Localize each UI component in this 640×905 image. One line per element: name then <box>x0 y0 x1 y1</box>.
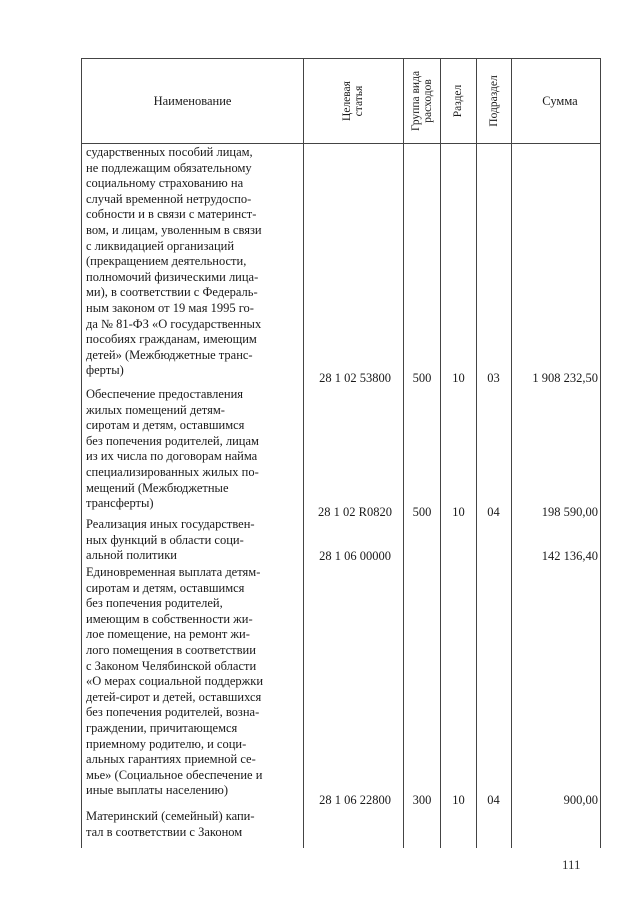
row-2-name-line: из их числа по договорам найма <box>86 449 258 464</box>
row-2-section: 10 <box>452 505 465 519</box>
row-2-article: 28 1 02 R0820 <box>318 505 392 519</box>
row-2-name-line: сиротам и детям, оставшимся <box>86 418 245 433</box>
header-group-line1: Группа вида <box>409 70 422 132</box>
column-divider <box>303 59 304 848</box>
header-sum: Сумма <box>542 93 578 108</box>
budget-table <box>81 58 601 848</box>
header-subsection-label: Подраздел <box>487 75 500 127</box>
row-1-name-line: детей» (Межбюджетные транс- <box>86 347 253 362</box>
row-1-section: 10 <box>452 371 465 385</box>
row-5-name-line: тал в соответствии с Законом <box>86 824 243 839</box>
header-target-article <box>303 59 403 143</box>
row-4-name-line: без попечения родителей, возна- <box>86 705 260 720</box>
row-1-name-line: пособиях гражданам, имеющим <box>86 332 257 347</box>
column-divider <box>476 59 477 848</box>
row-4-name-line: без попечения родителей, <box>86 596 223 611</box>
header-group-line2: расходов <box>421 79 434 123</box>
row-1-name-line: ми), в соответствии с Федераль- <box>86 285 258 300</box>
row-5-name-line: Материнский (семейный) капи- <box>86 809 255 823</box>
row-4-name-line: граждении, причитающемся <box>86 720 238 735</box>
row-1-name-line: случай временной нетрудоспо- <box>86 191 252 206</box>
row-3-name <box>86 517 298 564</box>
row-4-article: 28 1 06 22800 <box>319 793 391 807</box>
header-article-line1: Целевая <box>341 81 353 121</box>
row-4-name-line: с Законом Челябинской области <box>86 658 257 673</box>
row-4-group: 300 <box>412 793 432 807</box>
row-3-name-line: ных функций в области соци- <box>86 532 244 547</box>
header-divider <box>82 143 600 144</box>
page-number: 111 <box>562 857 581 872</box>
row-1-name-line: ферты) <box>86 363 124 378</box>
header-name: Наименование <box>153 93 232 108</box>
row-1-name-line: вом, и лицам, уволенным в связи <box>86 222 262 237</box>
row-2-name-line: без попечения родителей, лицам <box>86 433 259 448</box>
row-1-name-line: с ликвидацией организаций <box>86 238 235 253</box>
row-2-name-line: трансферты) <box>86 496 154 511</box>
row-1-name-line: да № 81-ФЗ «О государственных <box>86 316 262 331</box>
row-2-name <box>86 387 298 512</box>
row-4-name-line: альных гарантиях приемной се- <box>86 752 256 767</box>
row-1-sum: 1 908 232,50 <box>532 371 598 385</box>
row-1-name-line: социальному страхованию на <box>86 176 244 191</box>
row-3-article: 28 1 06 00000 <box>319 549 391 563</box>
row-2-sum: 198 590,00 <box>541 505 598 519</box>
row-5-name <box>86 809 298 840</box>
row-4-name-line: сиротам и детям, оставшимся <box>86 580 245 595</box>
row-2-subsection: 04 <box>487 505 500 519</box>
header-article-line2: статья <box>353 85 365 117</box>
row-4-name-line: детей-сирот и детей, оставшихся <box>86 689 262 704</box>
row-2-name-line: Обеспечение предоставления <box>86 387 244 401</box>
row-4-name-line: лое помещение, на ремонт жи- <box>86 627 250 642</box>
row-3-sum: 142 136,40 <box>541 549 598 563</box>
row-2-name-line: специализированных жилых по- <box>86 464 259 479</box>
row-4-name-line: приемному родителю, и соци- <box>86 736 247 751</box>
row-1-name <box>86 145 298 379</box>
row-1-name-line: (прекращением деятельности, <box>86 254 247 269</box>
row-4-name-line: «О мерах социальной поддержки <box>86 674 264 689</box>
row-1-group: 500 <box>412 371 432 385</box>
header-expense-group <box>403 59 440 143</box>
header-section-label: Раздел <box>452 84 464 118</box>
column-divider <box>440 59 441 848</box>
header-section <box>440 59 476 143</box>
row-1-name-line: ным законом от 19 мая 1995 го- <box>86 300 254 315</box>
row-4-section: 10 <box>452 793 465 807</box>
header-subsection <box>476 59 511 143</box>
row-4-subsection: 04 <box>487 793 500 807</box>
column-divider <box>511 59 512 848</box>
row-2-group: 500 <box>412 505 432 519</box>
row-2-name-line: жилых помещений детям- <box>86 402 225 417</box>
row-4-name-line: лого помещения в соответствии <box>86 642 256 657</box>
row-4-name-line: Единовременная выплата детям- <box>86 565 261 579</box>
row-1-article: 28 1 02 53800 <box>319 371 391 385</box>
row-4-name-line: иные выплаты населению) <box>86 783 229 798</box>
row-1-name-line: сударственных пособий лицам, <box>86 145 253 159</box>
row-4-name-line: имеющим в собственности жи- <box>86 611 253 626</box>
column-divider <box>403 59 404 848</box>
row-1-name-line: собности и в связи с материнст- <box>86 207 257 222</box>
row-3-name-line: Реализация иных государствен- <box>86 517 255 531</box>
row-4-sum: 900,00 <box>563 793 598 807</box>
row-2-name-line: мещений (Межбюджетные <box>86 480 229 495</box>
row-3-name-line: альной политики <box>86 548 177 563</box>
row-4-name <box>86 565 298 799</box>
row-1-name-line: не подлежащим обязательному <box>86 160 252 175</box>
row-1-subsection: 03 <box>487 371 500 385</box>
row-4-name-line: мье» (Социальное обеспечение и <box>86 767 263 782</box>
row-1-name-line: полномочий физическими лица- <box>86 269 259 284</box>
